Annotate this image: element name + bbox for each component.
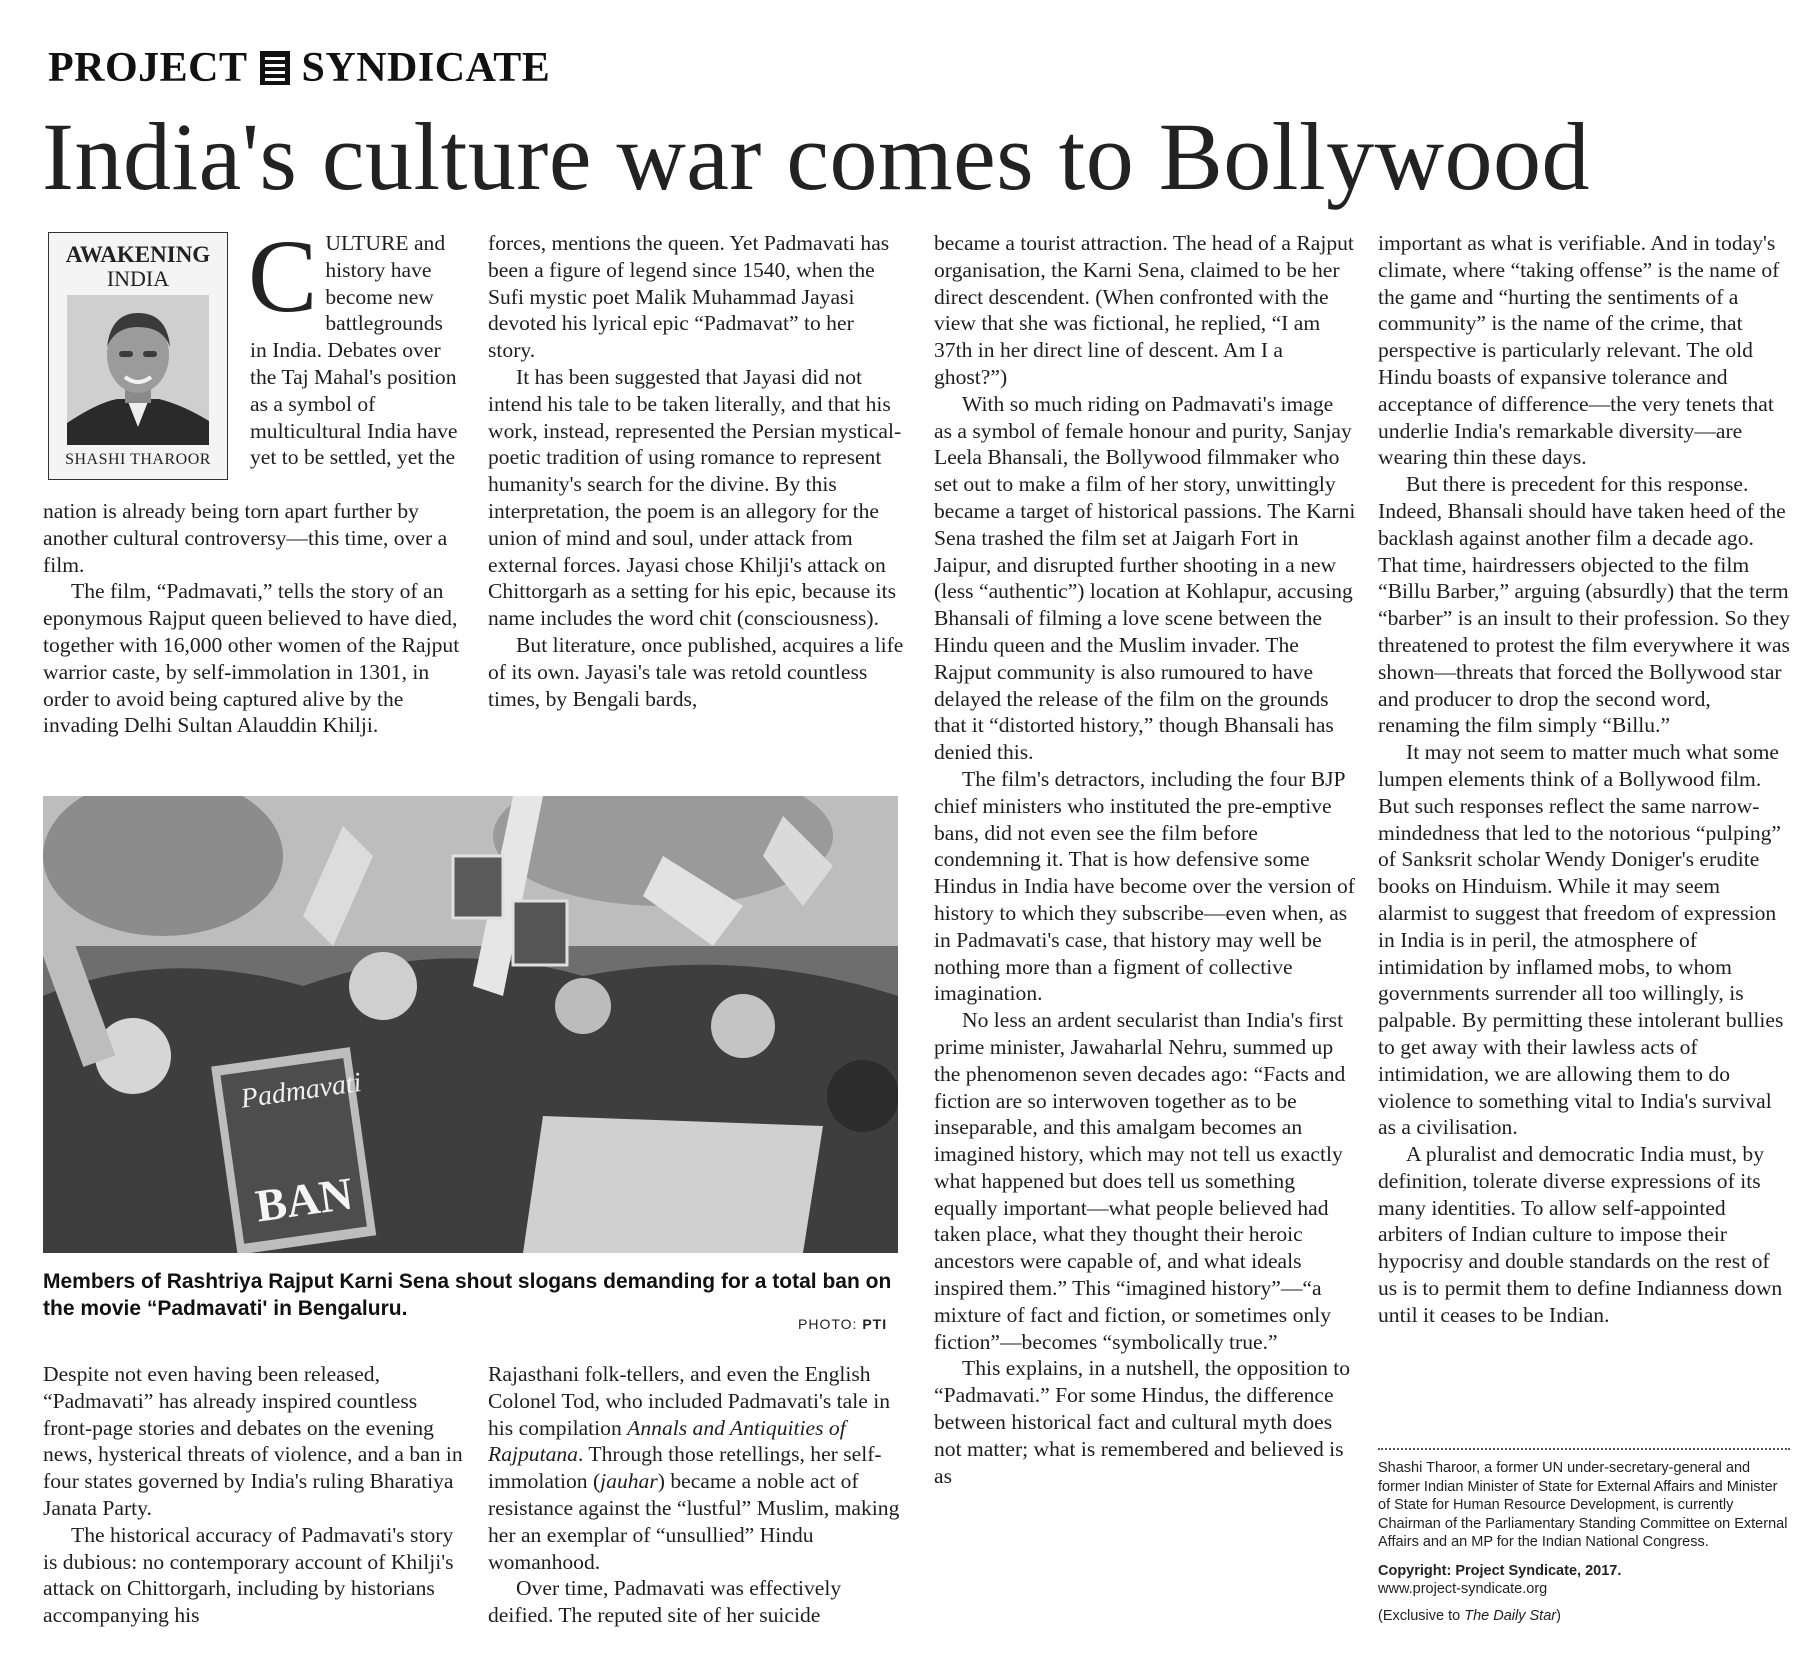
paragraph: But literature, once published, acquires a life of its own. Jayasi's tale was retold countless times, by Bengali bards, — [488, 632, 904, 711]
paragraph — [488, 1361, 904, 1575]
intro-text-b: nation is already being torn apart further by another cultural controversy—this time, over a film. — [43, 499, 448, 577]
text-run: Rajasthani folk-tellers, and even the English Colonel Tod, who included Padmavati's tale in his compilation — [488, 1362, 891, 1440]
masthead — [48, 44, 550, 92]
term: jauhar — [600, 1469, 658, 1494]
paragraph: With so much riding on Padmavati's image as a symbol of female honour and purity, Sanjay Leela Bhansali, the Bollywood filmmaker who set out to make a film of her story, unwittingly became a target of historical passions. The Karni Sena trashed the film set at Jaigarh Fort in Jaipur, and disrupted further shooting in a new (less “authentic”) location at Kohlapur, accusing Bhansali of filming a love scene between the Hindu queen and the Muslim invader. The Rajput community is also rumoured to have delayed the release of the film on the grounds that it “distorted history,” though Bhansali has denied this. — [934, 391, 1356, 765]
poster-word: BAN — [252, 1167, 356, 1232]
paragraph: important as what is verifiable. And in today's climate, where “taking offense” is the name of the game and “hurting the sentiments of a community” is the name of the crime, that perspective is particularly relevant. The old Hindu boasts of expansive tolerance and acceptance of difference—the very tenets that underlie India's remarkable diversity—are wearing thin these days. — [1378, 231, 1780, 470]
column-title-line2: INDIA — [106, 266, 170, 291]
newspaper-name: The Daily Star — [1464, 1607, 1557, 1624]
column-2-lower — [488, 1361, 904, 1629]
masthead-left: PROJECT — [48, 45, 248, 91]
protest-photo — [43, 796, 898, 1253]
paragraph: But there is precedent for this response. Indeed, Bhansali should have taken heed of the backlash against another film a decade ago. That time, hairdressers objected to the film “Billu Barber,” arguing (absurdly) that the term “barber” is an insult to their profession. So they threatened to protest the film everywhere it was shown—threats that forced the Bollywood star and producer to drop the second word, renaming the film simply “Billu.” — [1378, 472, 1790, 738]
book-title: Annals and Antiquities of Rajputana — [488, 1415, 846, 1467]
paragraph: Over time, Padmavati was effectively deified. The reputed site of her suicide — [488, 1576, 842, 1628]
paragraph: No less an ardent secularist than India's first prime minister, Jawaharlal Nehru, summed up the phenomenon seven decades ago: “Facts and fiction are so interwoven together as to be inseparable, and this amalgam becomes an imagined history, which may not tell us exactly what happened but does tell us something equally important—what people believed had taken place, what they thought their heroic ancestors were capable of, and what ideals inspired them.” This “imagined history”—“a mixture of fact and fiction, or sometimes only fiction”—becomes “symbolically true.” — [934, 1008, 1346, 1354]
text-run: . Through those retellings, her self-immolation ( — [488, 1442, 882, 1494]
column-title-line1: AWAKENING — [65, 242, 211, 267]
exclusive-note — [1378, 1607, 1790, 1626]
author-bio — [1378, 1459, 1790, 1625]
column-1-lower — [43, 1361, 463, 1629]
photo-caption: Members of Rashtriya Rajput Karni Sena shout slogans demanding for a total ban on the movie “Padmavati' in Bengaluru. — [43, 1270, 892, 1320]
newspaper-icon — [260, 51, 290, 85]
paragraph: Despite not even having been released, “Padmavati” has already inspired countless front-page stories and debates on the evening news, hysterical threats of violence, and a ban in four states governed by India's ruling Bharatiya Janata Party. — [43, 1362, 463, 1520]
column-3 — [934, 230, 1356, 1489]
divider — [1378, 1448, 1790, 1450]
photo-credit — [798, 1316, 887, 1332]
column-2-upper — [488, 230, 904, 712]
credit-source: PTI — [862, 1316, 888, 1332]
paragraph: The film's detractors, including the four BJP chief ministers who instituted the pre-emptive bans, did not even see the film before condemning it. That is how defensive some Hindus in India have become over the version of history to which they subscribe—even when, as in Padmavati's case, that history may well be nothing more than a figment of collective imagination. — [934, 766, 1355, 1006]
paragraph: The film, “Padmavati,” tells the story of an eponymous Rajput queen believed to have died, together with 16,000 other women of the Rajput warrior caste, by self-immolation in 1301, in order to avoid being captured alive by the invading Delhi Sultan Alauddin Khilji. — [43, 579, 460, 738]
text-run: (Exclusive to — [1378, 1607, 1465, 1624]
poster-title: Padmavati — [238, 1067, 364, 1115]
bio-text: Shashi Tharoor, a former UN under-secretary-general and former Indian Minister of State for External Affairs and Minister of State for Human Resource Development, is currently Chairman of the Parliamentary Standing Committee on External Affairs and an MP for the Indian National Congress. — [1378, 1460, 1788, 1550]
paragraph: The historical accuracy of Padmavati's story is dubious: no contemporary account of Khilji's attack on Chittorgarh, including by historians accompanying his — [43, 1522, 454, 1628]
protest-photo-drawing — [43, 796, 898, 1253]
paragraph: became a tourist attraction. The head of a Rajput organisation, the Karni Sena, claimed to be her direct descendent. (When confronted with the view that she was fictional, he replied, “I am 37th in her direct line of descent. Am I a ghost?”) — [934, 231, 1354, 389]
author-box — [48, 232, 228, 480]
copyright: Copyright: Project Syndicate, 2017. — [1378, 1562, 1622, 1579]
author-name: SHASHI THAROOR — [65, 451, 211, 468]
drop-cap: C — [248, 219, 318, 334]
intro-text-a: ULTURE and history have become new battlegrounds in India. Debates over the Taj Mahal's position as a symbol of multicultural India have yet to be settled, yet the — [250, 231, 458, 470]
author-portrait — [67, 295, 209, 445]
text-run: ) became a noble act of resistance against the “lustful” Muslim, making her an exemplar of “unsullied” Hindu womanhood. — [488, 1469, 900, 1574]
paragraph: This explains, in a nutshell, the opposition to “Padmavati.” For some Hindus, the difference between historical fact and cultural myth does not matter; what is remembered and believed is as — [934, 1356, 1351, 1488]
headline: India's culture war comes to Bollywood — [42, 103, 1590, 210]
text-run: ) — [1556, 1607, 1561, 1624]
website: www.project-syndicate.org — [1378, 1581, 1548, 1597]
portrait-drawing — [67, 295, 209, 445]
paragraph: A pluralist and democratic India must, by definition, tolerate diverse expressions of its many identities. To allow self-appointed arbiters of Indian culture to impose their hypocrisy and double standards on the rest of us is to permit them to define Indianness down until it ceases to be Indian. — [1378, 1142, 1783, 1327]
intro-top — [248, 219, 462, 471]
column-4 — [1378, 230, 1794, 1329]
credit-label: PHOTO: — [798, 1316, 858, 1332]
paragraph: It has been suggested that Jayasi did not intend his tale to be taken literally, and that his work, instead, represented the Persian mystical-poetic tradition of using romance to represent humanity's search for the divine. By this interpretation, the poem is an allegory for the union of mind and soul, under attack from external forces. Jayasi chose Khilji's attack on Chittorgarh as a setting for his epic, because its name includes the word chit (consciousness). — [488, 364, 902, 631]
column-1-upper — [43, 498, 463, 739]
paragraph: forces, mentions the queen. Yet Padmavati has been a figure of legend since 1540, when the Sufi mystic poet Malik Muhammad Jayasi devoted his lyrical epic “Padmavat” to her story. — [488, 231, 890, 363]
masthead-right: SYNDICATE — [301, 45, 551, 91]
paragraph: It may not seem to matter much what some lumpen elements think of a Bollywood film. But such responses reflect the same narrow-mindedness that led to the notorious “pulping” of Sanksrit scholar Wendy Doniger's erudite books on Hinduism. While it may seem alarmist to suggest that freedom of expression in India is in peril, the atmosphere of intimidation by inflamed mobs, to whom governments surrender all too willingly, is palpable. By permitting these intolerant bullies to get away with their lawless acts of intimidation, we are allowing them to do violence to something vital to India's survival as a civilisation. — [1378, 740, 1784, 1140]
column-title — [49, 243, 227, 291]
